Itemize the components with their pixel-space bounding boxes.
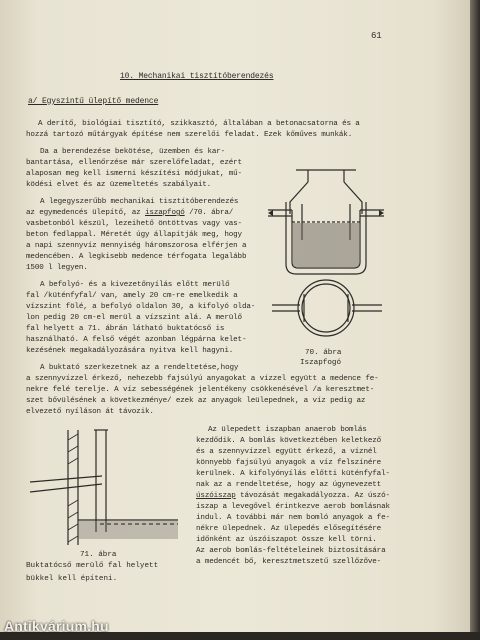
watermark-logo: Antikvárium.hu [4, 618, 109, 634]
subsection-title: a/ Egyszintű ülepítő medence [28, 97, 159, 106]
body-line: 1500 l legyen. [26, 264, 88, 272]
body-line: alaposan meg kell ismerni készítési módjukat, mű- [26, 170, 242, 178]
body-line: használható. A felső végét azonban légpárna kelet- [26, 336, 247, 344]
body-line: a szennyvízzel érkező, nehezebb fajsúlyú anyagokat a vízzel együtt a medence fe- [26, 375, 379, 383]
body-line: fal /küténfyfal/ van, amely 20 cm-re emelkedik a [26, 292, 238, 300]
intro-line: hozzá tartozó műtárgyak építése nem szerelői feladat. Ezek kőműves munkák. [26, 131, 353, 139]
body-line: nékre ülepednek. Az ülepedés elősegítésére [196, 525, 382, 533]
page-number: 61 [371, 31, 382, 41]
body-line: időnként az úszóiszapot össze kell törni. [196, 536, 377, 544]
body-line: beton fedlappal. Méretét úgy állapítják meg, hogy [26, 231, 242, 239]
body-line: a medencét bő, keresztmetszetű szellőzőve- [196, 558, 382, 566]
figure-71-caption-line: bükkel kell építeni. [26, 575, 118, 583]
body-line: iszap a levegővel érintkezve aerob bomlásnak [196, 503, 390, 511]
section-title: 10. Mechanikai tisztítóberendezés [120, 72, 274, 81]
body-line: A legegyszerűbb mechanikai tisztítóberendezés [40, 198, 239, 206]
body-line: ködési elvet és az üzemeltetés szabályait. [26, 181, 212, 189]
term-uszoiszap: úszóiszap [196, 492, 236, 500]
body-line: úszóiszap távozását megakadályozza. Az úszó- [196, 492, 390, 500]
body-line: kerülnek. A kifolyónyílás előtti küténfyfal- [196, 470, 390, 478]
body-line: A buktató szerkezetnek az a rendeltetése,hogy [40, 364, 239, 372]
body-line: bantartása, ellenőrzése már szerelőfeladat, ezért [26, 159, 242, 167]
body-line: indul. A további már nem bomló anyagok a fe- [196, 514, 390, 522]
body-line: nekre felé terelje. A víz sebességének jelentékeny csökkenésével /a keresztmet- [26, 386, 375, 394]
figure-70-drawing [258, 162, 468, 352]
figure-71-caption-line: Buktatócső merülő fal helyett [26, 562, 159, 570]
body-line: Az ülepedett iszapban anaerob bomlás [208, 426, 367, 434]
body-line: vasbetonból készül, lezeihető öntöttvas vagy vas- [26, 220, 242, 228]
body-line: Da a berendezése bekötése, üzemben és kar- [40, 148, 226, 156]
figure-70-number: 70. ábra [305, 349, 342, 357]
body-line: kezésének megakadályozására nyitva kell hagyni. [26, 347, 234, 355]
body-line: lon pedig 20 cm-el merül a vízszint alá. A merülő [26, 314, 242, 322]
body-line: nak az a rendeltetése, hogy az úgynevezett [196, 481, 382, 489]
figure-70-name: Iszapfogó [300, 359, 342, 367]
body-line: vízszint fölé, a befolyó oldalon 30, a kifolyó olda- [26, 303, 256, 311]
body-line: A befolyó- és a kivezetőnyílás előtt merülő [40, 281, 230, 289]
body-line: és a szennyvízzel együtt érkező, a víznél [196, 448, 377, 456]
figure-71-number: 71. ábra [80, 551, 117, 559]
figure-71-drawing [30, 420, 180, 550]
page-edge-shadow [470, 0, 480, 640]
body-line: elvezető nyíláson át távozik. [26, 408, 154, 416]
body-line: fal helyett a 71. ábrán látható buktatócső is [26, 325, 225, 333]
body-line: az egymedencés ülepítő, az iszapfogó /70. ábra/ [26, 209, 234, 217]
body-line: kezdődik. A bomlás következtében keletkező [196, 437, 382, 445]
intro-line: A derítő, biológiai tisztító, szikkasztó, általában a betonacsatorna és a [38, 120, 360, 128]
body-line: medencében. A legkisebb medence térfogata legalább [26, 253, 247, 261]
body-line: könnyebb fajsúlyú anyagok a víz felszínére [196, 459, 382, 467]
body-line: a napi szennyvíz mennyiség háromszorosa elférjen a [26, 242, 247, 250]
body-line: szet bővülésének a következménye/ ezek az anyagok leülepednek, a víz pedig az [26, 397, 366, 405]
term-iszapfogo: iszapfogó [145, 209, 185, 217]
body-line: Az aerob bomlás-feltételeinek biztosítására [196, 547, 386, 555]
